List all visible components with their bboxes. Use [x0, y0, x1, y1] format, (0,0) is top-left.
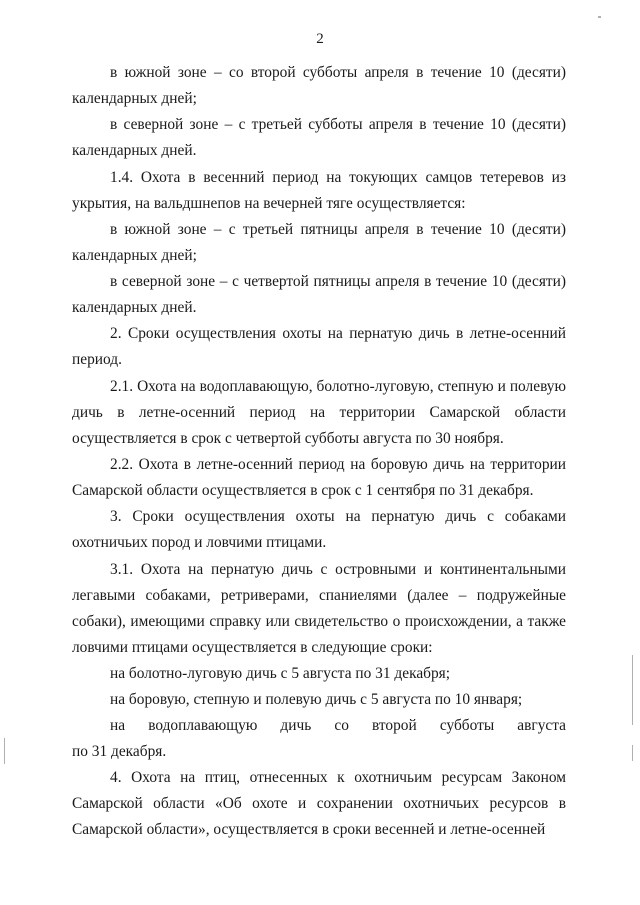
word: водоплавающую [148, 717, 258, 734]
paragraph-south-zone-friday: в южной зоне – с третьей пятницы апреля в течение 10 (десяти) календарных дней; [72, 221, 566, 264]
paragraph-forest-game: на боровую, степную и полевую дичь с 5 августа по 10 января; [110, 691, 523, 708]
word: со [334, 717, 349, 734]
paragraph-south-zone-saturday: в южной зоне – со второй субботы апреля в течение 10 (десяти) календарных дней; [72, 64, 566, 107]
paragraph-1-4-spring-hunt: 1.4. Охота в весенний период на токующих самцов тетеревов из укрытия, на вальдшнепов на вечерней тяге осуществляется: [72, 169, 566, 212]
scan-mark [598, 16, 601, 18]
page-number: 2 [316, 31, 324, 47]
paragraph-north-zone-friday: в северной зоне – с четвертой пятницы апреля в течение 10 (десяти) календарных дней. [72, 273, 566, 316]
paragraph-waterfowl-line [72, 713, 566, 739]
paragraph-2-2: 2.2. Охота в летне-осенний период на боровую дичь на территории Самарской области осуществляется в срок с 1 сентября по 31 декабря. [72, 456, 566, 499]
word: второй [372, 717, 417, 734]
paragraph-waterfowl [72, 713, 566, 765]
word: субботы [439, 717, 495, 734]
paragraph-3-1: 3.1. Охота на пернатую дичь с островными и континентальными легавыми собаками, ретриверами, спаниелями (далее – подружейные собаки), имеющими справку или свидетельство о происхождении, а также ловчими птицами осуществляется в следующие сроки: [72, 561, 566, 656]
paragraph-marsh-game: на болотно-луговую дичь с 5 августа по 31 декабря; [110, 665, 451, 682]
paragraph-waterfowl-last-line: по 31 декабря. [72, 743, 167, 760]
scan-edge-mark [632, 745, 633, 761]
word: на [110, 717, 126, 734]
paragraph-2-heading: 2. Сроки осуществления охоты на пернатую дичь в летне-осенний период. [72, 325, 566, 368]
paragraph-3-heading: 3. Сроки осуществления охоты на пернатую дичь с собаками охотничьих пород и ловчими птицами. [72, 508, 566, 551]
paragraph-2-1: 2.1. Охота на водоплавающую, болотно-луговую, степную и полевую дичь в летне-осенний период на территории Самарской области осуществляется в срок с четвертой субботы августа по 30 ноября. [72, 378, 566, 447]
scan-edge-mark [632, 655, 633, 725]
word: августа [517, 717, 566, 734]
word: дичь [280, 717, 312, 734]
scan-edge-mark [4, 738, 5, 764]
paragraph-4: 4. Охота на птиц, отнесенных к охотничьим ресурсам Законом Самарской области «Об охоте и сохранении охотничьих ресурсов в Самарской области», осуществляется в сроки весенней и летне-осенней [72, 769, 566, 838]
paragraph-north-zone-saturday: в северной зоне – с третьей субботы апреля в течение 10 (десяти) календарных дней. [72, 116, 566, 159]
